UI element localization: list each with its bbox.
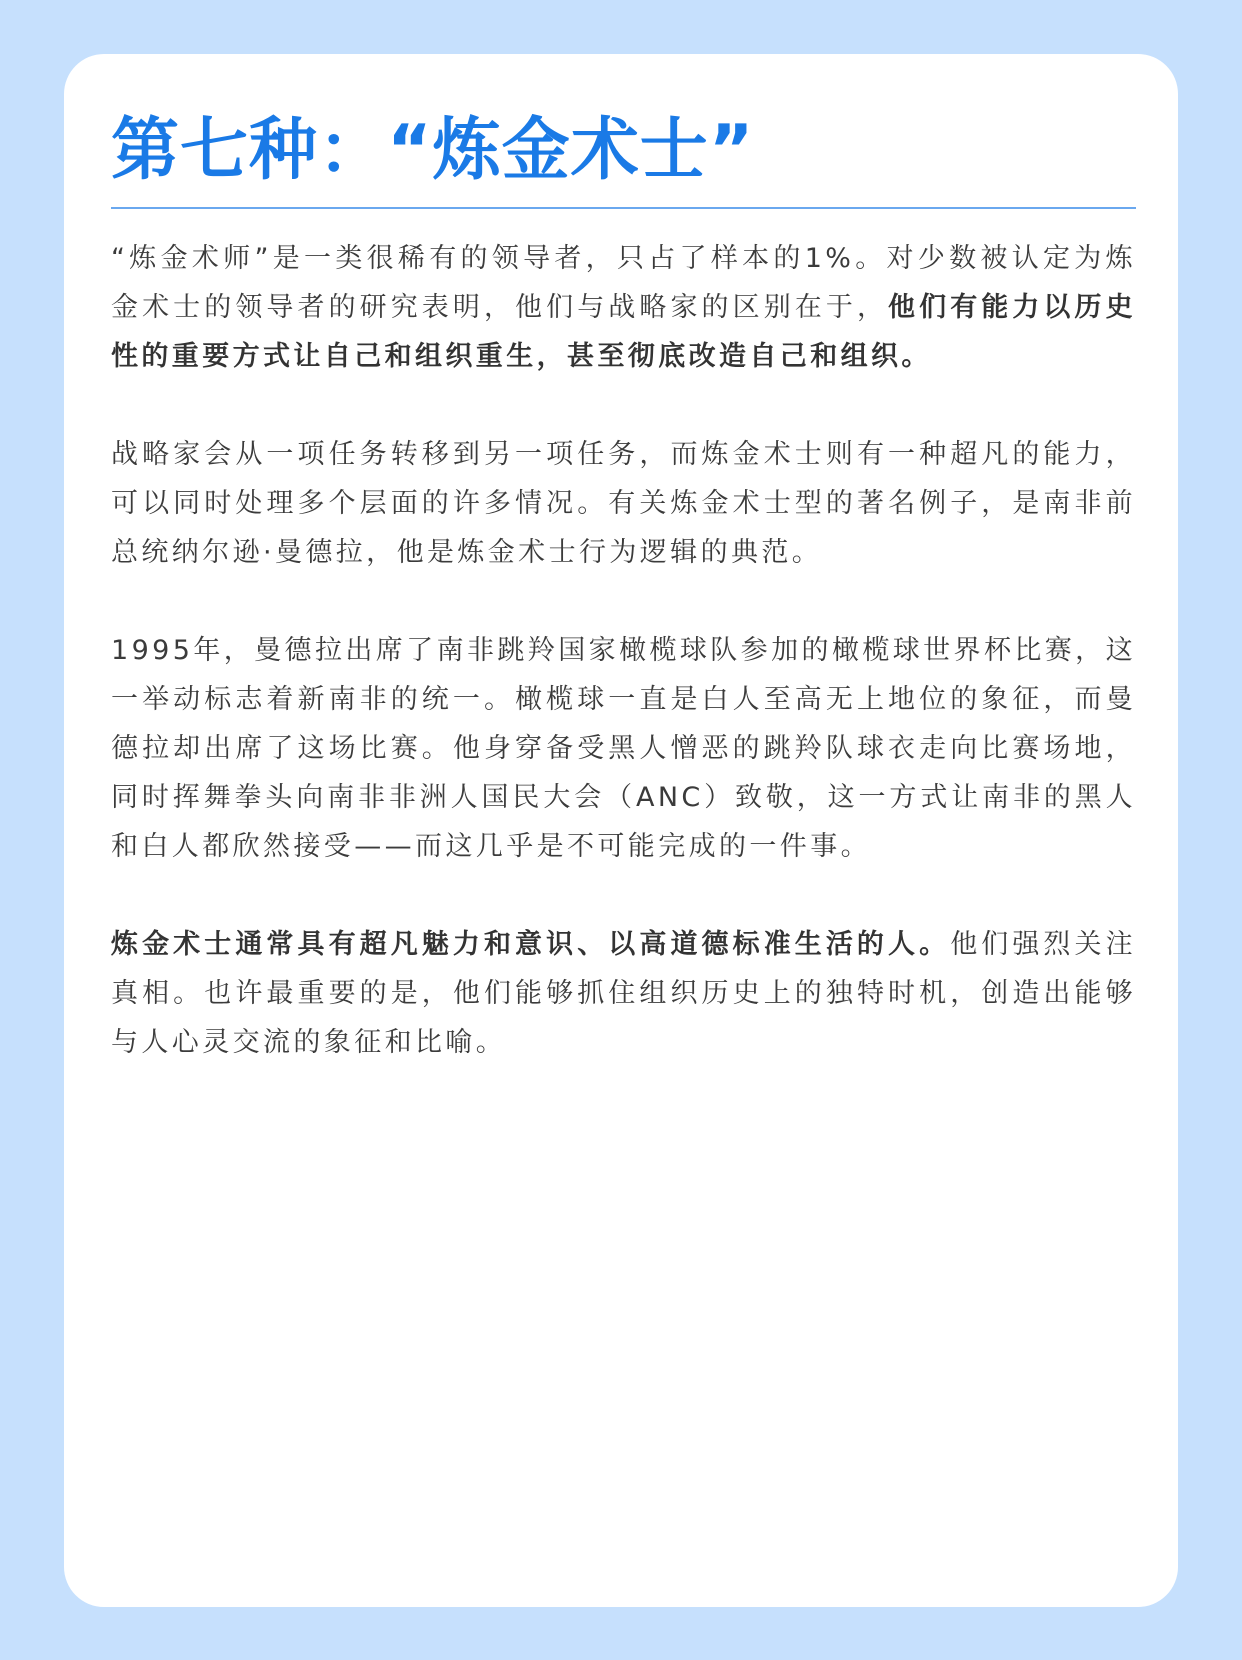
paragraph-4-emphasis: 炼金术士通常具有超凡魅力和意识、以高道德标准生活的人。 (111, 929, 951, 960)
paragraph-2-text: 战略家会从一项任务转移到另一项任务，而炼金术士则有一种超凡的能力，可以同时处理多个层面的许多情况。有关炼金术士型的著名例子，是南非前总统纳尔逊·曼德拉，他是炼金术士行为逻辑的典范。 (111, 439, 1136, 568)
paragraph-4-text: 他们强烈关注真相。也许最重要的是，他们能够抓住组织历史上的独特时机，创造出能够与人心灵交流的象征和比喻。 (111, 929, 1136, 1058)
article-body (111, 234, 1136, 1067)
paragraph-1 (111, 234, 1136, 381)
paragraph-3-text: 1995年，曼德拉出席了南非跳羚国家橄榄球队参加的橄榄球世界杯比赛，这一举动标志着新南非的统一。橄榄球一直是白人至高无上地位的象征，而曼德拉却出席了这场比赛。他身穿备受黑人憎恶的跳羚队球衣走向比赛场地，同时挥舞拳头向南非非洲人国民大会（ANC）致敬，这一方式让南非的黑人和白人都欣然接受——而这几乎是不可能完成的一件事。 (111, 635, 1136, 862)
paragraph-4 (111, 920, 1136, 1067)
paragraph-1-text: “炼金术师”是一类很稀有的领导者，只占了样本的1%。对少数被认定为炼金术士的领导者的研究表明，他们与战略家的区别在于， (111, 243, 1136, 323)
paragraph-1-emphasis: 他们有能力以历史性的重要方式让自己和组织重生，甚至彻底改造自己和组织。 (111, 292, 1136, 372)
paragraph-3 (111, 626, 1136, 871)
article-card (64, 54, 1178, 1607)
title-divider (111, 207, 1136, 209)
page-title: 第七种：“炼金术士” (111, 111, 755, 190)
paragraph-2 (111, 430, 1136, 577)
